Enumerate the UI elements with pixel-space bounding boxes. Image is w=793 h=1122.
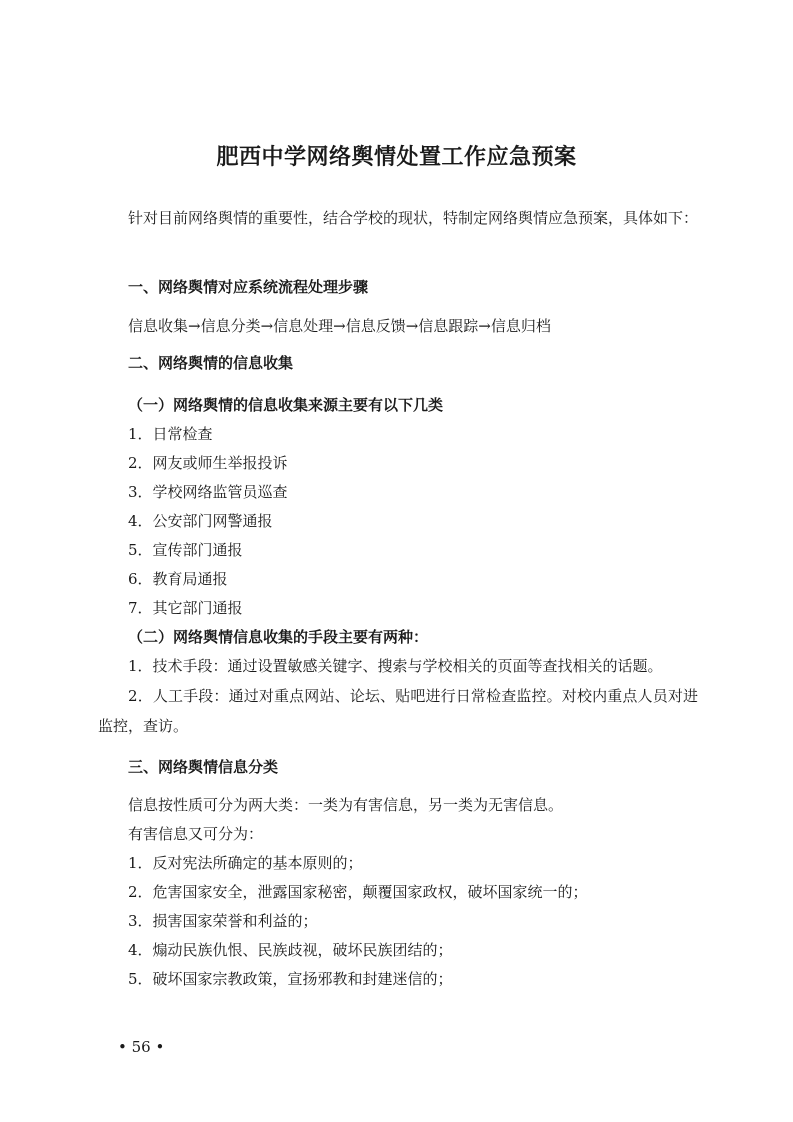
classification-text: 信息按性质可分为两大类：一类为有害信息，另一类为无害信息。: [128, 796, 564, 814]
sources-subheading: （一）网络舆情的信息收集来源主要有以下几类: [128, 396, 444, 414]
list-item: 4．公安部门网警通报: [128, 512, 273, 530]
means-manual: 2．人工手段：通过对重点网站、论坛、贴吧进行日常检查监控。对校内重点人员对进监控，查访。: [98, 687, 698, 735]
list-item: 2．网友或师生举报投诉: [128, 454, 288, 472]
section2-heading: 二、网络舆情的信息收集: [128, 354, 294, 372]
section3-heading: 三、网络舆情信息分类: [128, 758, 279, 776]
list-item: 1．反对宪法所确定的基本原则的；: [128, 854, 363, 872]
means-subheading: （二）网络舆情信息收集的手段主要有两种：: [128, 628, 429, 646]
section1-heading: 一、网络舆情对应系统流程处理步骤: [128, 278, 369, 296]
list-item: 4．煽动民族仇恨、民族歧视，破坏民族团结的；: [128, 941, 453, 959]
page-number: • 56 •: [118, 1038, 165, 1056]
list-item: 3．学校网络监管员巡查: [128, 483, 288, 501]
list-item: 7．其它部门通报: [128, 599, 243, 617]
intro-paragraph: 针对目前网络舆情的重要性，结合学校的现状，特制定网络舆情应急预案，具体如下：: [128, 209, 699, 227]
harmful-info-intro: 有害信息又可分为：: [128, 825, 264, 843]
list-item: 3．损害国家荣誉和利益的；: [128, 912, 318, 930]
means-technical: 1．技术手段：通过设置敏感关键字、搜索与学校相关的页面等查找相关的话题。: [128, 657, 663, 675]
process-flow: 信息收集→信息分类→信息处理→信息反馈→信息跟踪→信息归档: [128, 317, 551, 335]
list-item: 6．教育局通报: [128, 570, 228, 588]
list-item: 5．破坏国家宗教政策，宣扬邪教和封建迷信的；: [128, 970, 453, 988]
page-title: 肥西中学网络舆情处置工作应急预案: [216, 145, 577, 170]
list-item: 1．日常检查: [128, 425, 213, 443]
list-item: 5．宣传部门通报: [128, 541, 243, 559]
list-item: 2．危害国家安全，泄露国家秘密，颠覆国家政权，破坏国家统一的；: [128, 883, 588, 901]
